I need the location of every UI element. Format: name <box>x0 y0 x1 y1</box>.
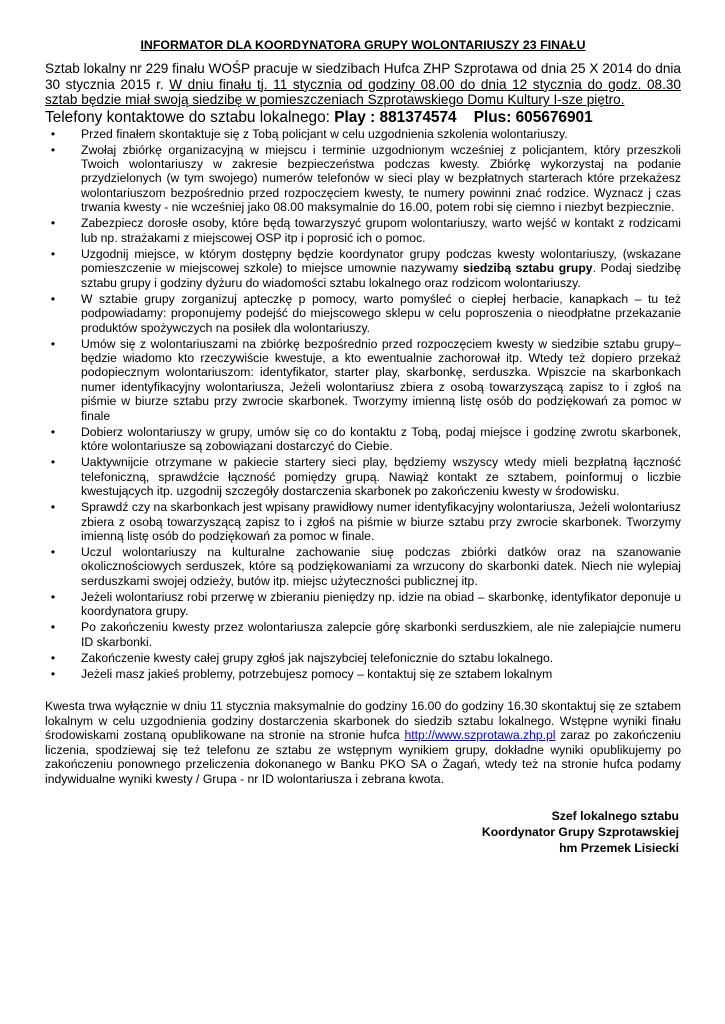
list-item <box>45 143 681 215</box>
list-item-text: Zwołaj zbiórkę organizacyjną w miejscu i terminie uzgodnionym wcześniej z policjantem, który przeszkoli Twoich wolontariuszy w zakresie bezpieczeństwa podczas kwesty. Zbiórkę wykorzystaj na podanie przydzielonych (w tym swojego) numerów telefonów w sieci play w bezpłatnych starterach które przekażesz wolontariuszom bezpośrednio przed rozpoczęciem kwesty, te numery powinni znać rodzice. Wyznacz j czas trwania kwesty - nie wcześniej jako 08.00 maksymalnie do 16.00, potem robi się ciemno i niezbyt bezpiecznie. <box>81 142 681 215</box>
list-item-text: Uczul wolontariuszy na kulturalne zachowanie siuę podczas zbiórki datków oraz na szanowanie okolicznościowych serduszek, które są podziękowaniami za wrzucony do skarbonki datek. Niech nie wylepiaj serduszkami swojej odzieży, butów itp. miejsc użyteczności publicznej itp. <box>81 545 681 588</box>
list-item <box>45 651 681 665</box>
list-item-text: Uaktywnijcie otrzymane w pakiecie startery sieci play, będziemy wszyscy wtedy mieli bezpłatną łączność telefoniczną, sprawdźcie łączność pomiędzy grupą. Nawiąż kontakt ze sztabem, poinformuj o liczbie kwestujących itp. uzgodnij szczegóły dostarczenia skarbonek po zakończeniu kwesty w środowisku. <box>81 455 681 499</box>
intro-text: Sztab lokalny nr 229 finału WOŚP pracuje w siedzibach Hufca ZHP Szprotawa od dnia 25 X 2014 do dnia 30 stycznia 2015 r. <box>45 61 681 92</box>
list-item <box>45 127 681 141</box>
task-list <box>45 127 681 682</box>
document-page <box>45 38 681 857</box>
list-item <box>45 292 681 335</box>
list-item-text: Dobierz wolontariuszy w grupy, umów się co do kontaktu z Tobą, podaj miejsce i godzinę zwrotu skarbonek, które wolontariusze są zobowiązani dostarczyć do Ciebie. <box>81 424 681 454</box>
list-item <box>45 337 681 423</box>
bullet-icon: • <box>50 291 56 306</box>
list-item <box>45 500 681 543</box>
bullet-icon: • <box>50 424 56 439</box>
list-item-text-after: . Podaj siedzibę sztabu grupy i godziny dyżuru do wiadomości sztabu lokalnego oraz rodzicom wolontariuszy. <box>81 261 681 290</box>
document-title: INFORMATOR DLA KOORDYNATORA GRUPY WOLONTARIUSZY 23 FINAŁU <box>140 38 586 52</box>
closing-text: Kwesta trwa wyłącznie w dniu 11 stycznia maksymalnie do godziny 16.00 do godziny 16.30 skontaktuj się ze sztabem lokalnym w celu uzgodnienia godziny dostarczenia skarbonek do siedzib sztabu lokalnego. Wstępne wyniki finału środowiskami zostaną opublikowane na stronie na stronie hufca <box>45 699 681 743</box>
list-item-text: W sztabie grupy zorganizuj apteczkę p pomocy, warto pomyśleć o ciepłej herbacie, kanapkach – tu też podpowiadamy: proponujemy podejść do miejscowego sklepu w celu poproszenia o nieodpłatne przekazanie produktów spożywczych na posiłek dla wolontariuszy. <box>81 291 681 335</box>
bullet-icon: • <box>50 246 56 261</box>
phones-label: Telefony kontaktowe do sztabu lokalnego: <box>45 108 330 126</box>
bullet-icon: • <box>50 142 56 157</box>
list-item-text: Przed finałem skontaktuje się z Tobą policjant w celu uzgodnienia szkolenia wolontariuszy. <box>81 126 568 141</box>
list-item-text: Uzgodnij miejsce, w którym dostępny będzie koordynator grupy podczas kwesty wolontariuszy, (wskazane pomieszczenie w miejscowej szkole) to miejsce umownie nazywamy <box>81 246 681 276</box>
list-item-bold-text: siedzibą sztabu grupy <box>462 261 593 276</box>
list-item-text: Umów się z wolontariuszami na zbiórkę bezpośrednio przed rozpoczęciem kwesty w siedzibie sztabu grupy– będzie wiadomo kto rzeczywiście kwestuje, a kto ewentualnie zachorował itp. Wtedy też dopiero przekaż podopiecznym wolontariuszom: identyfikator, starter play, skarbonkę, serduszka. Wpiszcie na skarbonkach numer identyfikacyjny wolontariusza, Jeżeli wolontariusz zbiera z osobą towarzyszącą zapisz to i zgłoś na piśmie w biurze sztabu przy zwrocie skarbonek. Tworzymy imienną listę osób do podziękowań za pomoc w finale <box>81 336 681 423</box>
closing-text-after: zaraz po zakończeniu liczenia, spodziewaj się też telefonu ze sztabu ze wstępnym wynikiem grupy, dokładne wyniki opublikujemy po zakończeniu ponownego przeliczenia dokonanego w Banku PKO SA o Żagań, wtedy też na stronie hufca podamy indywidualne wyniki kwesty / Grupa - nr ID wolontariusza i zebrana kwota. <box>45 728 681 786</box>
list-item-text: Po zakończeniu kwesty przez wolontariusza zalepcie górę skarbonki serduszkiem, ale nie zalepiajcie numeru ID skarbonki. <box>81 620 681 649</box>
list-item <box>45 667 681 681</box>
list-item <box>45 425 681 454</box>
bullet-icon: • <box>50 667 56 682</box>
phone-play: Play : 881374574 <box>334 108 457 126</box>
list-item <box>45 590 681 619</box>
list-item-text: Zakończenie kwesty całej grupy zgłoś jak najszybciej telefonicznie do sztabu lokalnego. <box>81 650 554 665</box>
closing-paragraph <box>45 699 681 785</box>
signature-block <box>45 808 681 857</box>
hufiec-website-link[interactable]: http://www.szprotawa.zhp.pl <box>404 728 556 743</box>
bullet-icon: • <box>50 545 56 560</box>
bullet-icon: • <box>50 650 56 665</box>
phone-plus: Plus: 605676901 <box>473 108 593 126</box>
contact-phones <box>45 109 681 127</box>
signature-name: hm Przemek Lisiecki <box>559 841 679 856</box>
list-item-text: Jeżeli masz jakieś problemy, potrzebujesz pomocy – kontaktuj się ze sztabem lokalnym <box>81 667 553 682</box>
list-item <box>45 216 681 245</box>
bullet-icon: • <box>50 336 56 351</box>
bullet-icon: • <box>50 126 56 141</box>
list-item <box>45 545 681 588</box>
intro-final-day-text: W dniu finału tj. 11 stycznia od godziny 08.00 do dnia 12 stycznia do godz. 08.30 sztab będzie miał swoją siedzibę w pomieszczeniach Szprotawskiego Domu Kultury I-sze piętro. <box>45 76 681 107</box>
list-item <box>45 620 681 649</box>
bullet-icon: • <box>50 455 56 470</box>
signature-coordinator: Koordynator Grupy Szprotawskiej <box>481 825 679 840</box>
bullet-icon: • <box>50 589 56 604</box>
signature-role: Szef lokalnego sztabu <box>551 808 679 823</box>
intro-paragraph <box>45 61 681 108</box>
list-item <box>45 247 681 290</box>
bullet-icon: • <box>50 620 56 635</box>
list-item-text: Sprawdź czy na skarbonkach jest wpisany prawidłowy numer identyfikacyjny wolontariusza, Jeżeli wolontariusz zbiera z osobą towarzyszącą zapisz to i zgłoś na piśmie w biurze sztabu przy zwrocie skarbonek. Tworzymy imienną listę osób do podziękowań za pomoc w finale. <box>81 500 681 543</box>
list-item-text: Zabezpiecz dorosłe osoby, które będą towarzyszyć grupom wolontariuszy, warto wejść w kontakt z rodzicami lub np. strażakami z miejscowej OSP itp i poprosić ich o pomoc. <box>81 216 681 245</box>
list-item-text: Jeżeli wolontariusz robi przerwę w zbieraniu pieniędzy np. idzie na obiad – skarbonkę, identyfikator deponuje u koordynatora grupy. <box>81 589 681 619</box>
bullet-icon: • <box>50 216 56 231</box>
bullet-icon: • <box>50 500 56 515</box>
list-item <box>45 455 681 498</box>
